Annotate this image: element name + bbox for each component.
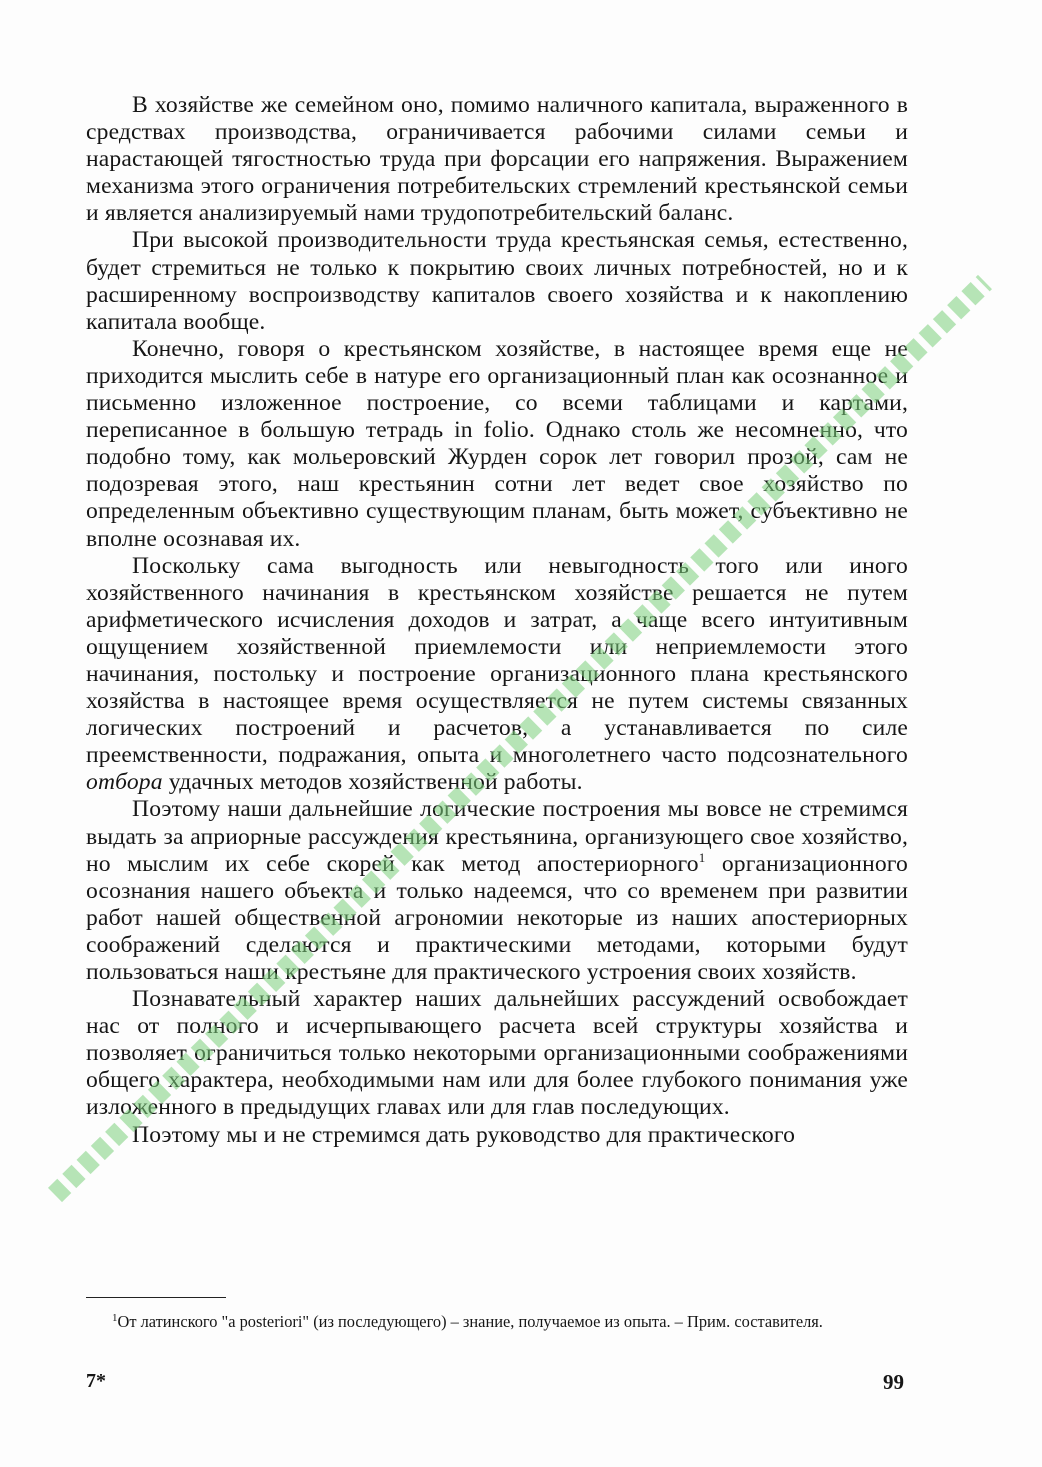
paragraph-4-end: удачных методов хозяйственной работы. <box>162 769 583 796</box>
paragraph-4-start: Поскольку сама выгодность или невыгодность того или иного хозяйственного начинания в крестьянском хозяйстве решается не путем арифметического исчисления доходов и затрат, а чаще всего интуитивным ощущением хозяйственной приемлемости или неприемлемости этого начинания, постольку и построение организационного плана крестьянского хозяйства в настоящее время осуществляется не путем системы связанных логических построений и расчетов, а устанавливается по силе преемственности, подражания, опыта и многолетнего часто подсознательного <box>86 552 908 769</box>
signature-mark: 7* <box>86 1370 106 1392</box>
emphasized-word: отбора <box>86 769 163 796</box>
main-text <box>86 92 908 1149</box>
footnote-reference[interactable]: 1 <box>698 849 706 865</box>
footnote-mark: 1 <box>112 1312 118 1324</box>
footnote-text: От латинского "a posteriori" (из последующего) – знание, получаемое из опыта. – Прим. составителя. <box>117 1312 823 1331</box>
paragraph-2: При высокой производительности труда крестьянская семья, естественно, будет стремиться не только к покрытию своих личных потребностей, но и к расширенному воспроизводству капиталов своего хозяйства и к накоплению капитала вообще. <box>86 227 908 335</box>
footnote-text-line <box>86 1311 908 1332</box>
paragraph-5-start: Поэтому наши дальнейшие логические построения мы вовсе не стремимся выдать за априорные рассуждения крестьянина, организующего свое хозяйство, но мыслим их себе скорей как метод апостериорного <box>86 796 908 877</box>
page-number: 99 <box>883 1370 904 1394</box>
paragraph-3: Конечно, говоря о крестьянском хозяйстве, в настоящее время еще не приходится мыслить себе в натуре его организационный план как осознанное и письменно изложенное построение, со всеми таблицами и картами, переписанное в большую тетрадь in folio. Однако столь же несомненно, что подобно тому, как мольеровский Журден сорок лет говорил прозой, сам не подозревая этого, наш крестьянин сотни лет ведет свое хозяйство по определенным объективно существующим планам, быть может, субъективно не вполне осознавая их. <box>86 335 908 552</box>
paragraph-6: Познавательный характер наших дальнейших рассуждений освобождает нас от полного и исчерпывающего расчета всей структуры хозяйства и позволяет ограничиться только некоторыми организационными соображениями общего характера, необходимыми нам или для более глубокого понимания уже изложенного в предыдущих главах или для глав последующих. <box>86 986 908 1121</box>
paragraph-5 <box>86 796 908 986</box>
paragraph-5-end: организационного осознания нашего объекта и только надеемся, что со временем при развитии работ нашей общественной агрономии некоторые из наших апостериорных соображений сделаются и практическими методами, которыми будут пользоваться наши крестьяне для практического устроения своих хозяйств. <box>86 850 908 985</box>
paragraph-4 <box>86 553 908 797</box>
footnote-divider <box>86 1297 226 1298</box>
paragraph-7: Поэтому мы и не стремимся дать руководство для практического <box>132 1121 796 1148</box>
paragraph-1: В хозяйстве же семейном оно, помимо наличного капитала, выраженного в средствах производства, ограничивается рабочими силами семьи и нарастающей тягостностью труда при форсации его напряжения. Выражением механизма этого ограничения потребительских стремлений крестьянской семьи и является анализируемый нами трудопотребительский баланс. <box>86 92 908 227</box>
footnote <box>86 1311 908 1332</box>
